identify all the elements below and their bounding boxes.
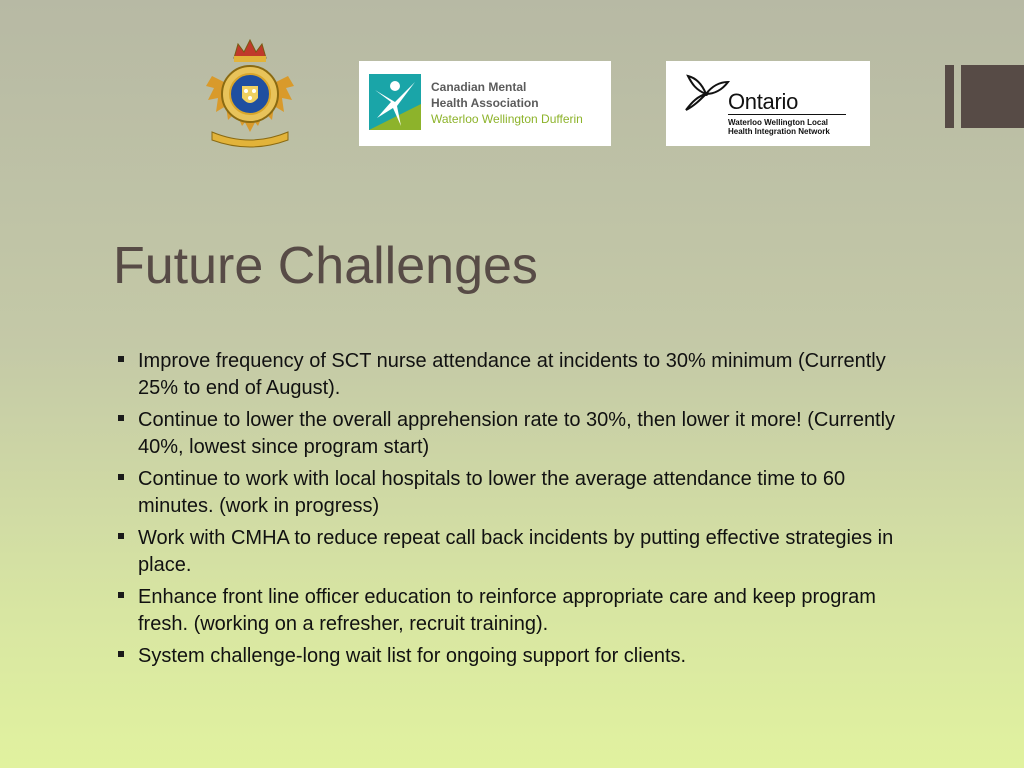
- bullet-item: [116, 407, 926, 461]
- bullet-text: Continue to lower the overall apprehension rate to 30%, then lower it more! (Currently 40%, lowest since program start): [138, 409, 896, 458]
- ontario-underline: [728, 114, 846, 115]
- bullet-square-icon: [118, 651, 124, 657]
- bullet-square-icon: [118, 356, 124, 362]
- bullet-square-icon: [118, 592, 124, 598]
- trillium-icon: [682, 74, 730, 114]
- bullet-item: [116, 584, 926, 638]
- accent-bar-thin: [945, 65, 954, 128]
- ontario-lhin-logo: [666, 61, 870, 146]
- police-crest-icon: [202, 36, 298, 148]
- cmha-logo: [359, 61, 611, 146]
- slide-title: Future Challenges: [113, 237, 538, 295]
- bullet-square-icon: [118, 415, 124, 421]
- accent-bar-thick: [961, 65, 1024, 128]
- bullet-text: Continue to work with local hospitals to lower the average attendance time to 60 minutes. (work in progress): [138, 468, 846, 517]
- bullet-item: [116, 466, 926, 520]
- lhin-name-line2: Health Integration Network: [728, 127, 830, 136]
- bullet-text: Improve frequency of SCT nurse attendance at incidents to 30% minimum (Currently 25% to end of August).: [138, 350, 886, 399]
- cmha-name-line2: Health Association: [431, 96, 539, 110]
- bullet-item: [116, 643, 926, 670]
- cmha-figure-icon: [369, 74, 421, 130]
- bullet-item: [116, 525, 926, 579]
- ontario-wordmark: Ontario: [728, 89, 799, 114]
- cmha-name-line1: Canadian Mental: [431, 80, 527, 94]
- bullet-square-icon: [118, 533, 124, 539]
- bullet-text: Enhance front line officer education to reinforce appropriate care and keep program fresh. (working on a refresher, recruit training).: [138, 586, 876, 635]
- bullet-text: Work with CMHA to reduce repeat call back incidents by putting effective strategies in place.: [138, 527, 894, 576]
- bullet-list: [116, 348, 926, 675]
- bullet-item: [116, 348, 926, 402]
- bullet-text: System challenge-long wait list for ongoing support for clients.: [138, 645, 687, 667]
- bullet-square-icon: [118, 474, 124, 480]
- cmha-branch: Waterloo Wellington Dufferin: [431, 112, 583, 126]
- lhin-name-line1: Waterloo Wellington Local: [728, 118, 828, 127]
